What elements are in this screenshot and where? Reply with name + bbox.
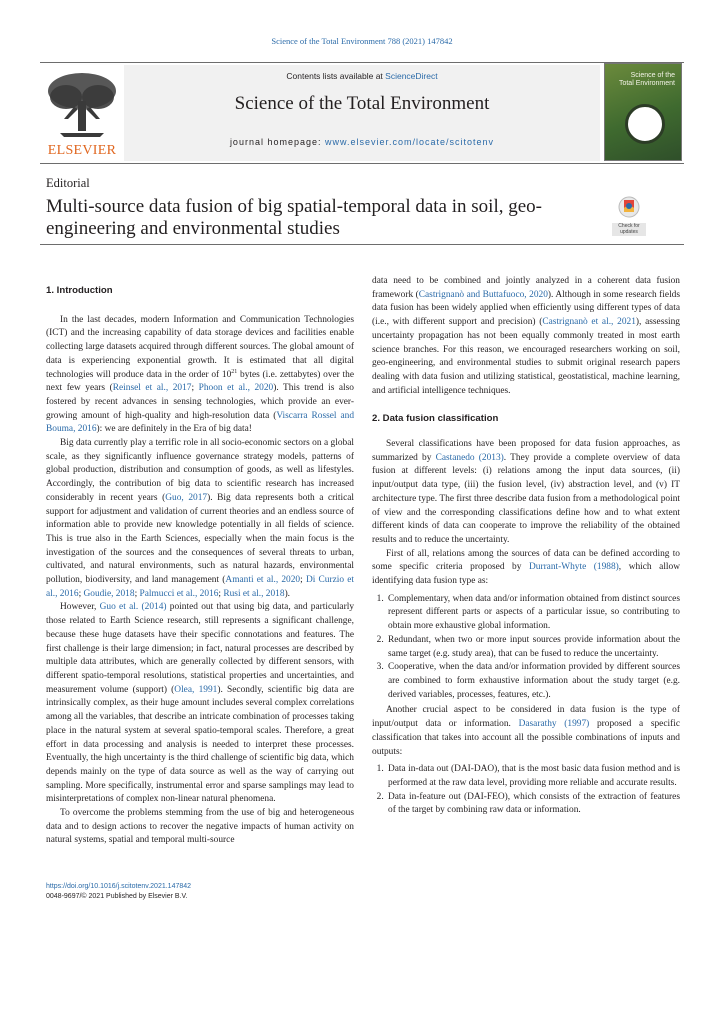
article-title: Multi-source data fusion of big spatial-temporal data in soil, geo-engineering and environmental studies xyxy=(46,196,542,239)
text-span: ; xyxy=(218,588,224,599)
text-span: ; xyxy=(134,588,140,599)
check-for-updates-badge[interactable] xyxy=(612,196,646,235)
text-span: ; xyxy=(191,383,199,394)
fusion-type-list xyxy=(372,593,680,703)
list-item: 1. Complementary, when data and/or information obtained from distinct sources represent different parts or aspects of a particular issue, so contributing to obtain more exhaustive global information. xyxy=(386,593,680,634)
section-heading-data-fusion: 2. Data fusion classification xyxy=(372,413,499,425)
footer xyxy=(46,882,191,902)
citation-link[interactable]: Durrant-Whyte (1988) xyxy=(528,562,619,573)
list-item: 3. Cooperative, when the data and/or information provided by different sources are combined to form exhaustive information about the study target (e.g. derived variables, processes, features, etc.). xyxy=(386,661,680,702)
right-paragraph-1 xyxy=(372,275,680,398)
citation-link[interactable]: Castrignanò et al., 2021 xyxy=(542,317,636,328)
intro-paragraph-3 xyxy=(46,601,354,807)
text-span: ). This trend is also fostered by recent advances in sensing technologies, which provide an ever-growing amount of high-quality and high-resolution data ( xyxy=(46,383,354,421)
publisher-name[interactable]: ELSEVIER xyxy=(47,143,117,158)
io-type-list xyxy=(372,763,680,818)
article-type: Editorial xyxy=(46,176,90,190)
text-span: In the last decades, modern Information and Communication Technologies (ICT) and the increasing capability of data storage devices and facilities enable collecting large datasets acquired through different sources. The global amount of data is experiencing exponential growth. It is estimated that all digital technologies will produce data in the order of 10 xyxy=(46,314,354,380)
right-paragraph-4 xyxy=(372,704,680,759)
text-span: proposed a specific classification that takes into account all the possible combinations of inputs and outputs: xyxy=(372,719,681,757)
citation-link[interactable]: Castrignanò and Buttafuoco, 2020 xyxy=(418,289,548,300)
contents-available-line xyxy=(124,71,600,81)
cover-emblem-icon xyxy=(625,104,665,144)
title-divider xyxy=(40,244,684,245)
text-span: ). Although in some research fields data fusion has been widely applied when efficiently using different types of data (i.e., with different support and precision) ( xyxy=(372,289,681,328)
text-span: ), assessing uncertainty propagation has not been equally commonly treated in most earth science branches. For this reason, we encouraged researchers working on soil, geo-engineering, and environmental studies to submit original research papers dealing with data fusion and utilizing statistical, geostatistical, machine learning, and artificial intelligence techniques. xyxy=(372,317,680,396)
citation-link[interactable]: Rusi et al., 2018 xyxy=(223,588,285,599)
citation-link[interactable]: Goudie, 2018 xyxy=(83,588,135,599)
citation-link[interactable]: Phoon et al., 2020 xyxy=(198,383,274,394)
text-span: Several classifications have been proposed for data fusion approaches, as summarized by xyxy=(372,439,680,463)
citation-link[interactable]: Guo, 2017 xyxy=(165,492,208,503)
list-item: 2. Data in-feature out (DAI-FEO), which consists of the extraction of features of the target by combining raw data or information. xyxy=(386,791,680,818)
citation-link[interactable]: Olea, 1991 xyxy=(174,684,218,695)
elsevier-tree-icon xyxy=(40,67,124,141)
text-span: First of all, relations among the sources of data can be defined according to some specific criteria proposed by xyxy=(372,548,680,573)
citation-link[interactable]: Guo et al. (2014) xyxy=(99,602,167,613)
citation-link[interactable]: Di Curzio et al., 2016 xyxy=(46,575,354,599)
text-span: ; xyxy=(78,588,84,599)
sciencedirect-link[interactable]: ScienceDirect xyxy=(385,71,438,81)
citation-link[interactable]: Castanedo (2013) xyxy=(435,452,504,463)
section-heading-introduction: 1. Introduction xyxy=(46,285,113,296)
cover-title: Science of the Total Environment xyxy=(618,72,675,87)
text-span: . They provide a complete overview of data fusion at different levels: (i) relations among the input data sources, (ii) input/output data type, (iii) the fusion level, (iv) abstraction level, and (v) IT architecture type. The first three describe data fusion from a methodological point of view and the corresponding classifications define how and to what extent different kinds of data can cooperate to improve the reliability of the obtained results and to reduce the uncertainty. xyxy=(372,452,680,545)
copyright-line: 0048-9697/© 2021 Published by Elsevier B.V. xyxy=(46,893,188,900)
right-column xyxy=(372,275,680,820)
left-column xyxy=(46,284,354,848)
text-span: However, xyxy=(60,602,100,613)
text-span: , which allow identifying data fusion type as: xyxy=(372,562,680,587)
check-for-updates-label: Check for updates xyxy=(612,223,646,236)
citation-link[interactable]: Dasarathy (1997) xyxy=(518,719,590,730)
citation-link[interactable]: Palmucci et al., 2016 xyxy=(139,588,219,599)
citation-link[interactable]: Amanti et al., 2020 xyxy=(225,575,301,586)
journal-cover-image[interactable] xyxy=(604,63,682,161)
text-span: ; xyxy=(300,575,306,586)
journal-name: Science of the Total Environment xyxy=(234,93,490,114)
homepage-link[interactable]: www.elsevier.com/locate/scitotenv xyxy=(325,137,495,147)
text-span: Big data currently play a terrific role in all socio-economic sectors on a global scale, as they significantly influence governance strategy models, patterns of global production, distribution and consumption of goods, as well as lifestyles. Accordingly, the contribution of big data to scientific research has increased considerably in recent years ( xyxy=(46,438,354,503)
text-span: Another crucial aspect to be considered in data fusion is the type of input/output data or information. xyxy=(372,705,680,730)
elsevier-logo xyxy=(40,67,124,161)
right-paragraph-2 xyxy=(372,438,680,548)
citation-link[interactable]: Reinsel et al., 2017 xyxy=(112,383,192,394)
text-span: ). xyxy=(284,588,291,599)
journal-header xyxy=(40,62,684,164)
doi-link[interactable]: https://doi.org/10.1016/j.scitotenv.2021.147842 xyxy=(46,883,192,890)
text-span: pointed out that using big data, and particularly those related to Earth Science research, still represents a significant challenge, because these huge datasets have their specific connotations and features. The first challenge is their large dimension; in fact, natural processes are described by multiple data attributes, which are generally collected by different sensors, with different spatio-temporal resolutions, statistical properties and uncertainties, and measurement volume (support) ( xyxy=(46,602,355,695)
text-span: ): we are definitely in the Era of big data! xyxy=(96,424,252,435)
homepage-prefix: journal homepage: xyxy=(229,137,325,147)
list-item: 2. Redundant, when two or more input sources provide information about the same target (e.g. study area), that can be fused to reduce the uncertainty. xyxy=(386,634,680,661)
intro-paragraph-4: To overcome the problems stemming from the use of big and heterogeneous data and to design actions to recover the negative impacts of human activity on natural systems, spatial and temporal multi-source xyxy=(46,808,354,846)
check-for-updates-icon xyxy=(618,196,640,218)
right-paragraph-3 xyxy=(372,548,680,589)
text-span: ). Secondly, scientific big data are intrinsically complex, as their huge amount includes several complex correlations among all the variables, that describe an intricate combination of processes taking place in the natural system at several spatio-temporal scales. Therefore, a great effort in data processing and analysis is needed to interpret these processes. Eventually, the high uncertainty is the third challenge of scientific big data, which depends mainly on the type of data source as well as the way of carrying out sampling. More specifically, instrumental error and sparse samplings may lead to misinterpretations of complex non-linear natural phenomena. xyxy=(46,684,354,805)
journal-citation-line[interactable]: Science of the Total Environment 788 (2021) 147842 xyxy=(271,36,453,46)
intro-paragraph-1 xyxy=(46,314,354,437)
journal-homepage-line xyxy=(124,137,600,147)
list-item: 1. Data in-data out (DAI-DAO), that is the most basic data fusion method and is performed at the raw data level, providing more reliable and accurate results. xyxy=(386,763,680,790)
citation-link[interactable]: Viscarra Rossel and Bouma, 2016 xyxy=(46,410,355,435)
intro-paragraph-2 xyxy=(46,437,354,601)
text-span: bytes (i.e. zettabytes) over the next few years ( xyxy=(46,369,354,394)
superscript: 21 xyxy=(231,368,238,375)
text-span: ). Big data represents both a critical support for adjustment and validation of current theories and an endless source of information able to provide new knowledge potentially in all fields of science. This is true also in the Earth Sciences, especially when the main focus is the investigation of the sources and the consequences of several threats to urban, cultivated, and natural environments, such as natural hazards, environmental pollution, biodiversity, and land management ( xyxy=(46,492,354,586)
text-span: data need to be combined and jointly analyzed in a coherent data fusion framework ( xyxy=(372,276,680,300)
contents-prefix: Contents lists available at xyxy=(286,71,386,81)
